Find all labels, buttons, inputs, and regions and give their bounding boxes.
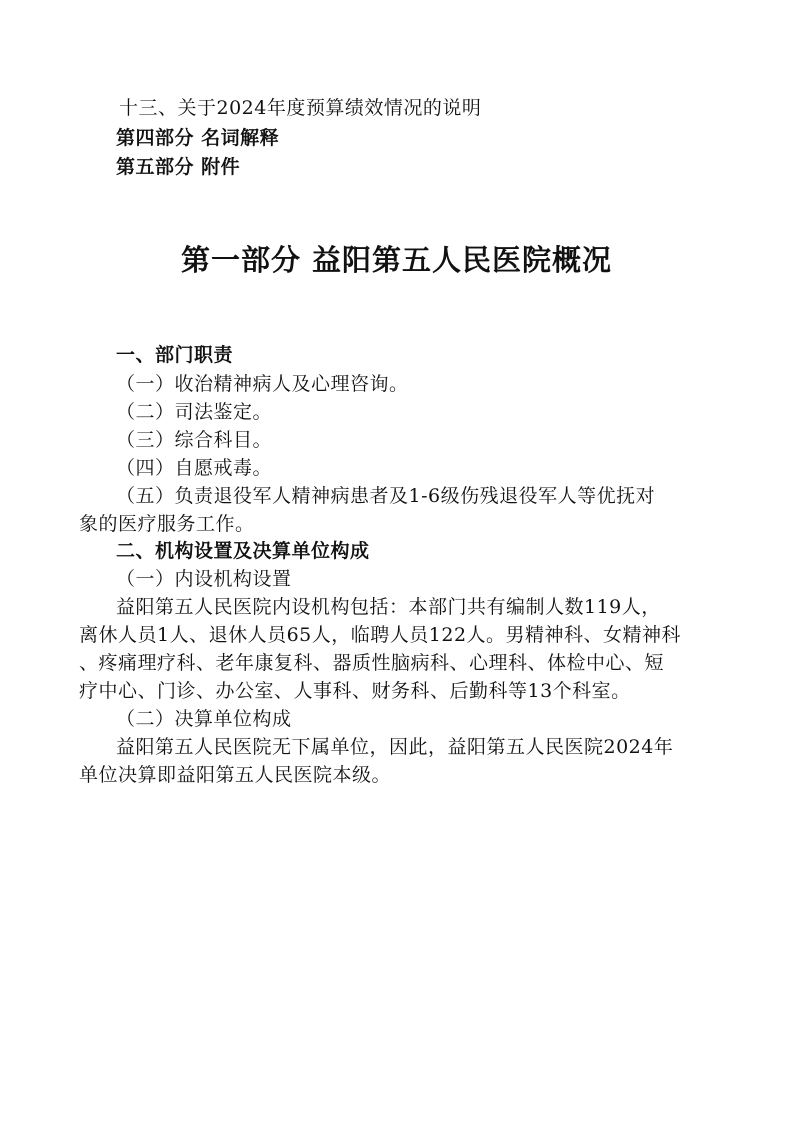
section2-sub1-line: 、疼痛理疗科、老年康复科、器质性脑病科、心理科、体检中心、短 <box>79 652 665 674</box>
section1-item: （三）综合科目。 <box>116 429 273 451</box>
section2-sub1-line: 益阳第五人民医院内设机构包括：本部门共有编制人数119人， <box>116 596 661 618</box>
section1-item: （二）司法鉴定。 <box>116 401 273 423</box>
toc-part-5: 第五部分 附件 <box>116 156 241 178</box>
part1-title: 第一部分 益阳第五人民医院概况 <box>180 243 613 277</box>
section1-item: （一）收治精神病人及心理咨询。 <box>116 373 409 395</box>
section2-sub1-line: 疗中心、门诊、办公室、人事科、财务科、后勤科等13个科室。 <box>79 680 631 702</box>
section2-heading: 二、机构设置及决算单位构成 <box>116 540 370 562</box>
section1-item-continued: 象的医疗服务工作。 <box>79 513 255 535</box>
section2-sub1-line: 离休人员1人、退休人员65人，临聘人员122人。男精神科、女精神科 <box>79 624 682 646</box>
section2-sub1-heading: （一）内设机构设置 <box>116 568 292 590</box>
section1-item: （四）自愿戒毒。 <box>116 457 273 479</box>
toc-item-13: 十三、关于2024年度预算绩效情况的说明 <box>119 97 482 119</box>
section2-sub2-line: 单位决算即益阳第五人民医院本级。 <box>79 764 392 786</box>
section2-sub2-line: 益阳第五人民医院无下属单位，因此，益阳第五人民医院2024年 <box>116 736 674 758</box>
section2-sub2-heading: （二）决算单位构成 <box>116 708 292 730</box>
section1-heading: 一、部门职责 <box>116 344 234 366</box>
toc-part-4: 第四部分 名词解释 <box>116 127 280 149</box>
section1-item: （五）负责退役军人精神病患者及1-6级伤残退役军人等优抚对 <box>116 485 656 507</box>
